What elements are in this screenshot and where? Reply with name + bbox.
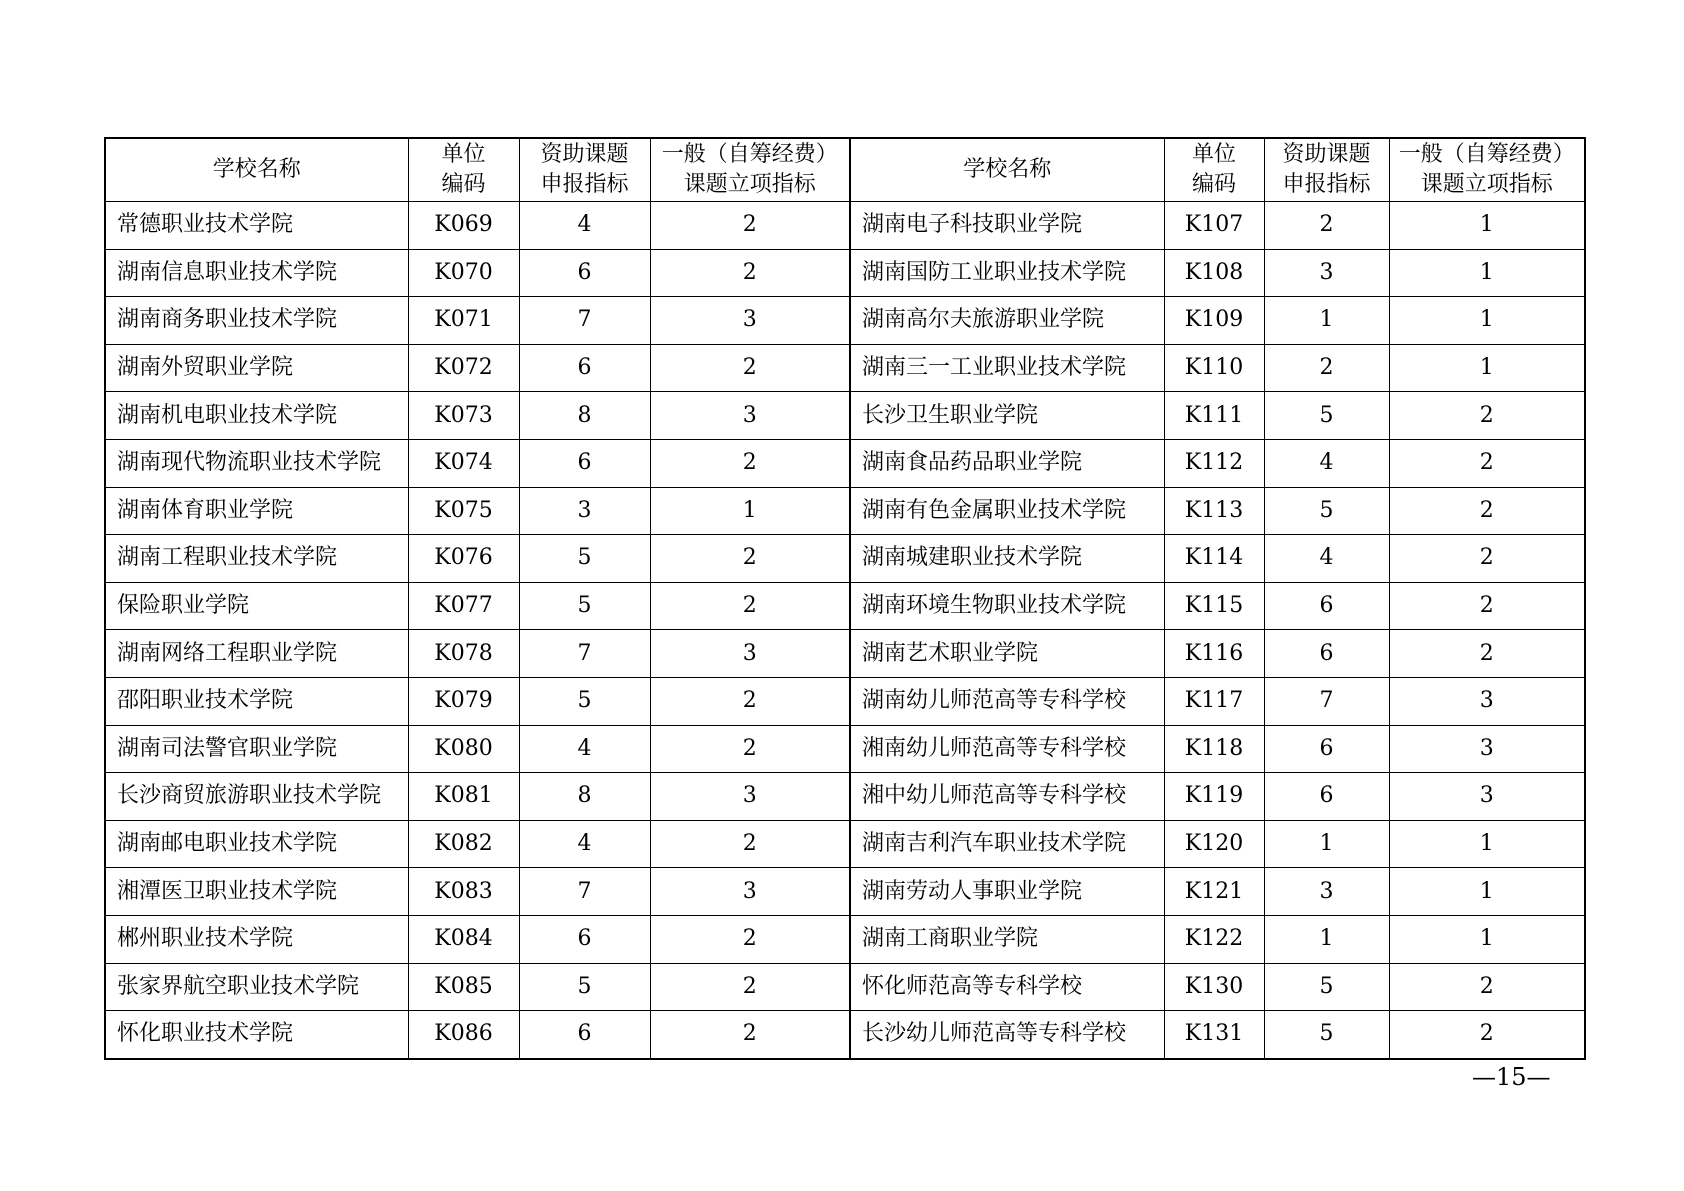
unit-code-cell: K130	[1164, 963, 1264, 1011]
school-name-cell: 湖南电子科技职业学院	[850, 202, 1164, 250]
unit-code-cell: K119	[1164, 773, 1264, 821]
funded-quota-cell: 2	[1264, 202, 1389, 250]
school-name-cell: 湖南体育职业学院	[105, 487, 408, 535]
unit-code-cell: K109	[1164, 297, 1264, 345]
school-name-cell: 邵阳职业技术学院	[105, 677, 408, 725]
unit-code-cell: K070	[408, 249, 519, 297]
table-row	[105, 820, 1585, 868]
funded-quota-cell: 5	[1264, 1011, 1389, 1059]
funded-quota-cell: 6	[519, 439, 650, 487]
funded-quota-cell: 5	[519, 677, 650, 725]
school-name-cell: 湖南劳动人事职业学院	[850, 868, 1164, 916]
funded-quota-cell: 1	[1264, 297, 1389, 345]
table-row	[105, 582, 1585, 630]
funded-quota-cell: 6	[1264, 630, 1389, 678]
school-name-cell: 湖南司法警官职业学院	[105, 725, 408, 773]
funded-quota-cell: 6	[519, 344, 650, 392]
header-funded-quota: 资助课题 申报指标	[519, 138, 650, 202]
page-number: —15—	[1472, 1063, 1551, 1091]
unit-code-cell: K074	[408, 439, 519, 487]
table-row	[105, 535, 1585, 583]
funded-quota-cell: 8	[519, 773, 650, 821]
funded-quota-cell: 4	[1264, 535, 1389, 583]
general-quota-cell: 2	[650, 820, 850, 868]
header-school-name: 学校名称	[850, 138, 1164, 202]
header-row	[105, 138, 1585, 202]
table-row	[105, 439, 1585, 487]
general-quota-cell: 2	[1389, 1011, 1585, 1059]
funded-quota-cell: 4	[519, 820, 650, 868]
funded-quota-cell: 7	[519, 630, 650, 678]
table-row	[105, 915, 1585, 963]
general-quota-cell: 2	[1389, 535, 1585, 583]
general-quota-cell: 2	[650, 915, 850, 963]
unit-code-cell: K108	[1164, 249, 1264, 297]
table-row	[105, 392, 1585, 440]
header-funded-quota: 资助课题 申报指标	[1264, 138, 1389, 202]
unit-code-cell: K113	[1164, 487, 1264, 535]
table-row	[105, 487, 1585, 535]
funded-quota-cell: 6	[1264, 582, 1389, 630]
funded-quota-cell: 1	[1264, 820, 1389, 868]
school-name-cell: 长沙商贸旅游职业技术学院	[105, 773, 408, 821]
school-name-cell: 湘南幼儿师范高等专科学校	[850, 725, 1164, 773]
funded-quota-cell: 2	[1264, 344, 1389, 392]
unit-code-cell: K084	[408, 915, 519, 963]
general-quota-cell: 3	[650, 868, 850, 916]
general-quota-cell: 2	[1389, 963, 1585, 1011]
unit-code-cell: K110	[1164, 344, 1264, 392]
funded-quota-cell: 6	[1264, 773, 1389, 821]
general-quota-cell: 3	[650, 773, 850, 821]
general-quota-cell: 1	[1389, 249, 1585, 297]
general-quota-cell: 2	[650, 439, 850, 487]
unit-code-cell: K071	[408, 297, 519, 345]
school-name-cell: 湖南环境生物职业技术学院	[850, 582, 1164, 630]
table-row	[105, 677, 1585, 725]
unit-code-cell: K116	[1164, 630, 1264, 678]
unit-code-cell: K080	[408, 725, 519, 773]
table-body	[105, 202, 1585, 1059]
unit-code-cell: K079	[408, 677, 519, 725]
table-row	[105, 344, 1585, 392]
general-quota-cell: 2	[650, 582, 850, 630]
table-row	[105, 725, 1585, 773]
funded-quota-cell: 6	[519, 249, 650, 297]
school-name-cell: 湖南工程职业技术学院	[105, 535, 408, 583]
general-quota-cell: 3	[650, 297, 850, 345]
school-name-cell: 湖南幼儿师范高等专科学校	[850, 677, 1164, 725]
unit-code-cell: K082	[408, 820, 519, 868]
table-row	[105, 249, 1585, 297]
school-name-cell: 湘中幼儿师范高等专科学校	[850, 773, 1164, 821]
table-row	[105, 1011, 1585, 1059]
school-name-cell: 湖南高尔夫旅游职业学院	[850, 297, 1164, 345]
general-quota-cell: 1	[1389, 868, 1585, 916]
general-quota-cell: 3	[1389, 773, 1585, 821]
header-general-quota: 一般（自筹经费） 课题立项指标	[1389, 138, 1585, 202]
unit-code-cell: K122	[1164, 915, 1264, 963]
general-quota-cell: 2	[650, 963, 850, 1011]
school-name-cell: 怀化师范高等专科学校	[850, 963, 1164, 1011]
general-quota-cell: 3	[650, 392, 850, 440]
unit-code-cell: K072	[408, 344, 519, 392]
unit-code-cell: K078	[408, 630, 519, 678]
general-quota-cell: 2	[650, 1011, 850, 1059]
general-quota-cell: 1	[1389, 344, 1585, 392]
general-quota-cell: 3	[1389, 677, 1585, 725]
header-unit-code: 单位 编码	[408, 138, 519, 202]
unit-code-cell: K069	[408, 202, 519, 250]
school-name-cell: 湖南邮电职业技术学院	[105, 820, 408, 868]
unit-code-cell: K121	[1164, 868, 1264, 916]
school-name-cell: 怀化职业技术学院	[105, 1011, 408, 1059]
funded-quota-cell: 3	[519, 487, 650, 535]
unit-code-cell: K081	[408, 773, 519, 821]
funded-quota-cell: 4	[1264, 439, 1389, 487]
header-school-name: 学校名称	[105, 138, 408, 202]
school-name-cell: 长沙卫生职业学院	[850, 392, 1164, 440]
general-quota-cell: 1	[1389, 820, 1585, 868]
general-quota-cell: 2	[650, 249, 850, 297]
unit-code-cell: K114	[1164, 535, 1264, 583]
school-name-cell: 湖南商务职业技术学院	[105, 297, 408, 345]
unit-code-cell: K085	[408, 963, 519, 1011]
school-name-cell: 湖南信息职业技术学院	[105, 249, 408, 297]
header-general-quota: 一般（自筹经费） 课题立项指标	[650, 138, 850, 202]
allocation-sheet	[104, 137, 1584, 1060]
unit-code-cell: K115	[1164, 582, 1264, 630]
general-quota-cell: 2	[650, 725, 850, 773]
funded-quota-cell: 5	[519, 582, 650, 630]
school-name-cell: 湖南有色金属职业技术学院	[850, 487, 1164, 535]
funded-quota-cell: 3	[1264, 868, 1389, 916]
funded-quota-cell: 6	[519, 915, 650, 963]
unit-code-cell: K117	[1164, 677, 1264, 725]
general-quota-cell: 1	[650, 487, 850, 535]
funded-quota-cell: 3	[1264, 249, 1389, 297]
school-name-cell: 湖南艺术职业学院	[850, 630, 1164, 678]
general-quota-cell: 1	[1389, 297, 1585, 345]
header-unit-code: 单位 编码	[1164, 138, 1264, 202]
funded-quota-cell: 7	[1264, 677, 1389, 725]
unit-code-cell: K131	[1164, 1011, 1264, 1059]
funded-quota-cell: 5	[1264, 392, 1389, 440]
general-quota-cell: 2	[650, 535, 850, 583]
school-name-cell: 湖南工商职业学院	[850, 915, 1164, 963]
unit-code-cell: K086	[408, 1011, 519, 1059]
school-name-cell: 常德职业技术学院	[105, 202, 408, 250]
funded-quota-cell: 5	[519, 963, 650, 1011]
school-name-cell: 湖南国防工业职业技术学院	[850, 249, 1164, 297]
unit-code-cell: K107	[1164, 202, 1264, 250]
table-row	[105, 773, 1585, 821]
general-quota-cell: 2	[1389, 630, 1585, 678]
general-quota-cell: 1	[1389, 202, 1585, 250]
unit-code-cell: K120	[1164, 820, 1264, 868]
table-row	[105, 963, 1585, 1011]
funded-quota-cell: 7	[519, 297, 650, 345]
general-quota-cell: 2	[1389, 582, 1585, 630]
table-row	[105, 297, 1585, 345]
school-name-cell: 湖南吉利汽车职业技术学院	[850, 820, 1164, 868]
school-name-cell: 湖南城建职业技术学院	[850, 535, 1164, 583]
funded-quota-cell: 1	[1264, 915, 1389, 963]
school-name-cell: 保险职业学院	[105, 582, 408, 630]
general-quota-cell: 2	[650, 677, 850, 725]
general-quota-cell: 2	[650, 202, 850, 250]
funded-quota-cell: 8	[519, 392, 650, 440]
unit-code-cell: K076	[408, 535, 519, 583]
funded-quota-cell: 6	[519, 1011, 650, 1059]
funded-quota-cell: 5	[1264, 963, 1389, 1011]
school-name-cell: 湖南食品药品职业学院	[850, 439, 1164, 487]
unit-code-cell: K075	[408, 487, 519, 535]
general-quota-cell: 2	[650, 344, 850, 392]
unit-code-cell: K077	[408, 582, 519, 630]
unit-code-cell: K111	[1164, 392, 1264, 440]
general-quota-cell: 2	[1389, 487, 1585, 535]
unit-code-cell: K112	[1164, 439, 1264, 487]
general-quota-cell: 1	[1389, 915, 1585, 963]
school-name-cell: 湖南现代物流职业技术学院	[105, 439, 408, 487]
unit-code-cell: K073	[408, 392, 519, 440]
funded-quota-cell: 6	[1264, 725, 1389, 773]
allocation-table	[104, 137, 1586, 1060]
school-name-cell: 湖南网络工程职业学院	[105, 630, 408, 678]
funded-quota-cell: 5	[519, 535, 650, 583]
school-name-cell: 湖南机电职业技术学院	[105, 392, 408, 440]
school-name-cell: 湖南外贸职业学院	[105, 344, 408, 392]
funded-quota-cell: 5	[1264, 487, 1389, 535]
school-name-cell: 郴州职业技术学院	[105, 915, 408, 963]
funded-quota-cell: 4	[519, 202, 650, 250]
school-name-cell: 张家界航空职业技术学院	[105, 963, 408, 1011]
general-quota-cell: 3	[1389, 725, 1585, 773]
table-row	[105, 202, 1585, 250]
unit-code-cell: K118	[1164, 725, 1264, 773]
funded-quota-cell: 4	[519, 725, 650, 773]
school-name-cell: 湖南三一工业职业技术学院	[850, 344, 1164, 392]
general-quota-cell: 2	[1389, 392, 1585, 440]
funded-quota-cell: 7	[519, 868, 650, 916]
table-row	[105, 868, 1585, 916]
unit-code-cell: K083	[408, 868, 519, 916]
school-name-cell: 长沙幼儿师范高等专科学校	[850, 1011, 1164, 1059]
school-name-cell: 湘潭医卫职业技术学院	[105, 868, 408, 916]
table-row	[105, 630, 1585, 678]
general-quota-cell: 2	[1389, 439, 1585, 487]
general-quota-cell: 3	[650, 630, 850, 678]
